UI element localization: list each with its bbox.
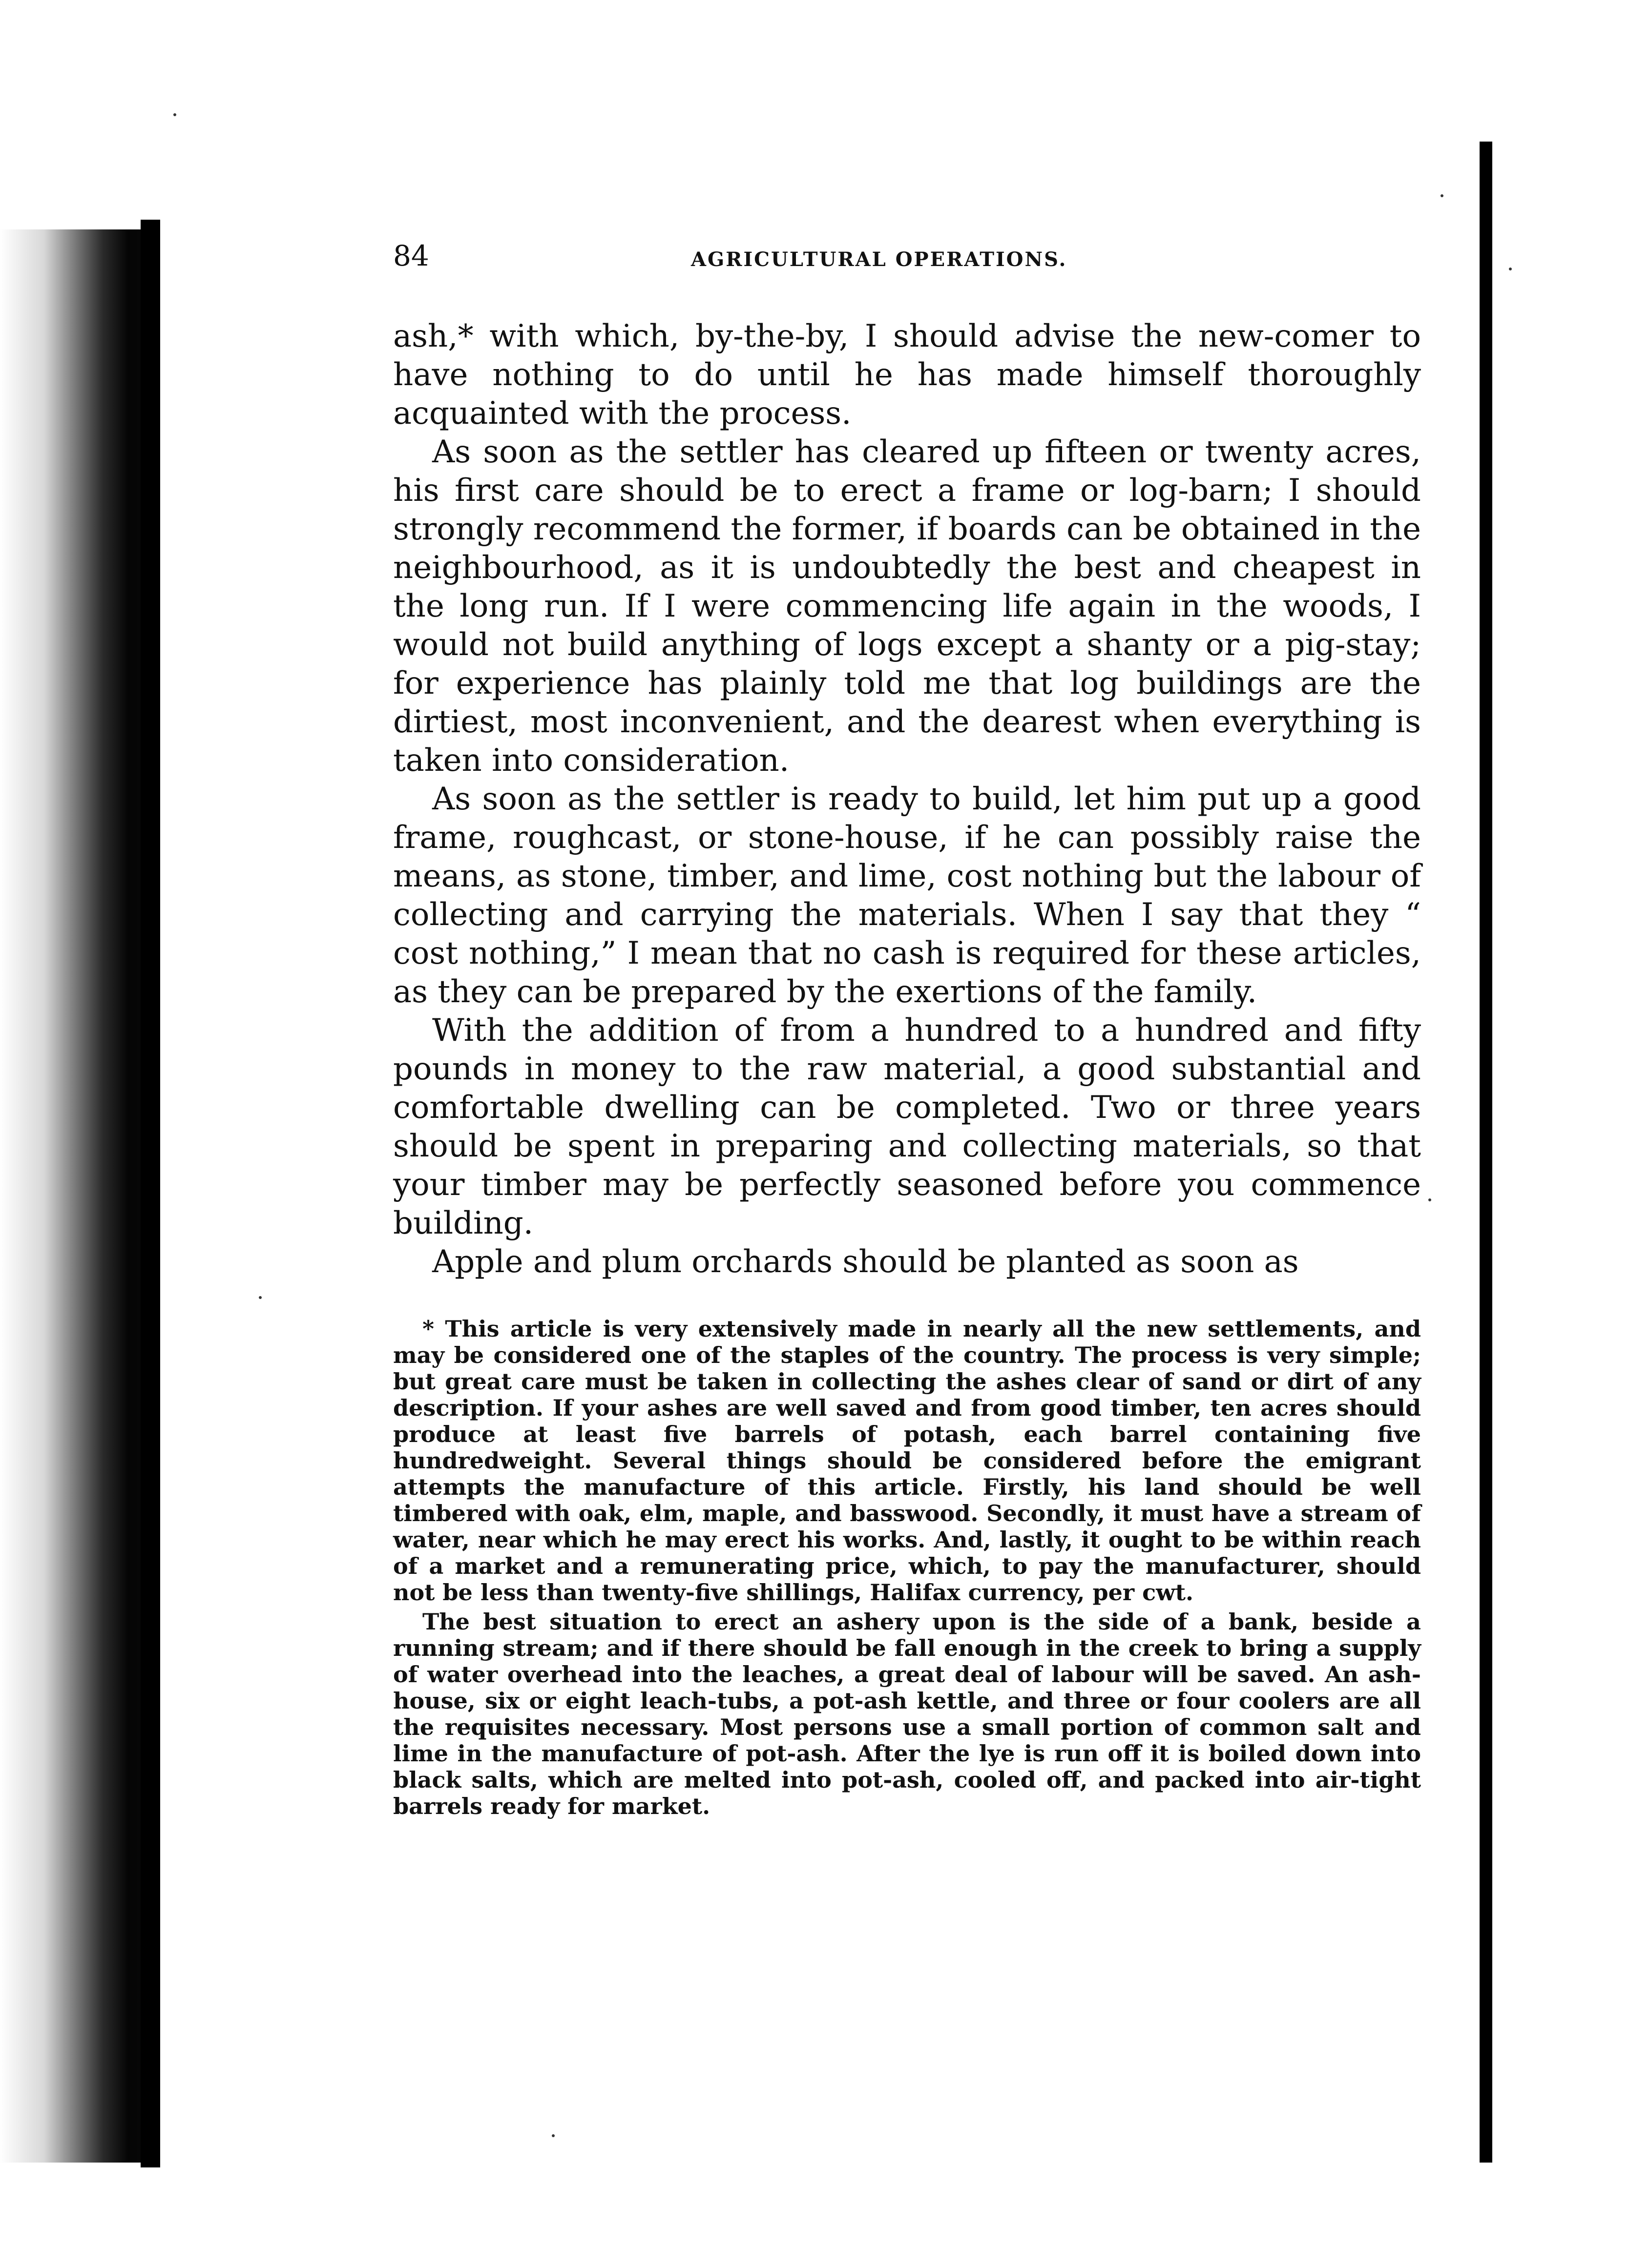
paragraph: With the addition of from a hundred to a hundred and fifty pounds in money to the raw material, a good substantial and comfortable dwelling can be completed. Two or three years should be spent in preparing and collecting materials, so that your timber may be perfectly seasoned before you commence building. [393, 1012, 1421, 1241]
footnotes [393, 1316, 1421, 1819]
page-edge-rule [1480, 142, 1492, 2163]
paragraph: ash,* with which, by-the-by, I should advise the new-comer to have nothing to do until he has made himself thoroughly acquainted with the process. [393, 318, 1421, 432]
paragraph: Apple and plum orchards should be planted as soon as [432, 1244, 1299, 1280]
scan-speck [552, 2134, 555, 2137]
paragraph: As soon as the settler has cleared up fifteen or twenty acres, his first care should be to erect a frame or log-barn; I should strongly recommend the former, if boards can be obtained in the neighbourhood, as it is undoubtedly the best and cheapest in the long run. If I were commencing life again in the woods, I would not build anything of logs except a shanty or a pig-stay; for experience has plainly told me that log buildings are the dirtiest, most inconvenient, and the dearest when everything is taken into consideration. [393, 434, 1421, 779]
page-number: 84 [393, 239, 429, 272]
footnote-paragraph: The best situation to erect an ashery upon is the side of a bank, beside a running stream; and if there should be fall enough in the creek to bring a supply of water overhead into the leaches, a great deal of labour will be saved. An ash-house, six or eight leach-tubs, a pot-ash kettle, and three or four coolers are all the requisites necessary. Most persons use a small portion of common salt and lime in the manufacture of pot-ash. After the lye is run off it is boiled down into black salts, which are melted into pot-ash, cooled off, and packed into air-tight barrels ready for market. [393, 1608, 1421, 1819]
scan-speck [259, 1296, 262, 1299]
scan-speck [173, 113, 176, 116]
scan-speck [1441, 194, 1443, 197]
book-page [393, 239, 1421, 1819]
footnote-paragraph: * This article is very extensively made in nearly all the new settlements, and may be considered one of the staples of the country. The process is very simple; but great care must be taken in collecting the ashes clear of sand or dirt of any description. If your ashes are well saved and from good timber, ten acres should produce at least five barrels of potash, each barrel containing five hundredweight. Several things should be considered before the emigrant attempts the manufacture of this article. Firstly, his land should be well timbered with oak, elm, maple, and basswood. Secondly, it must have a stream of water, near which he may erect his works. And, lastly, it ought to be within reach of a market and a remunerating price, which, to pay the manufacturer, should not be less than twenty-five shillings, Halifax currency, per cwt. [393, 1316, 1421, 1606]
scan-gutter-shadow [0, 229, 156, 2163]
scan-speck [1428, 1198, 1431, 1201]
running-title: AGRICULTURAL OPERATIONS. [691, 248, 1067, 271]
scan-speck [1509, 268, 1512, 270]
running-head [393, 239, 1421, 283]
main-text [393, 317, 1421, 1281]
scan-gutter-edge [141, 220, 160, 2167]
paragraph: As soon as the settler is ready to build, let him put up a good frame, roughcast, or stone-house, if he can possibly raise the means, as stone, timber, and lime, cost nothing but the labour of collecting and carrying the materials. When I say that they “ cost nothing,” I mean that no cash is required for these articles, as they can be prepared by the exertions of the family. [393, 781, 1421, 1010]
